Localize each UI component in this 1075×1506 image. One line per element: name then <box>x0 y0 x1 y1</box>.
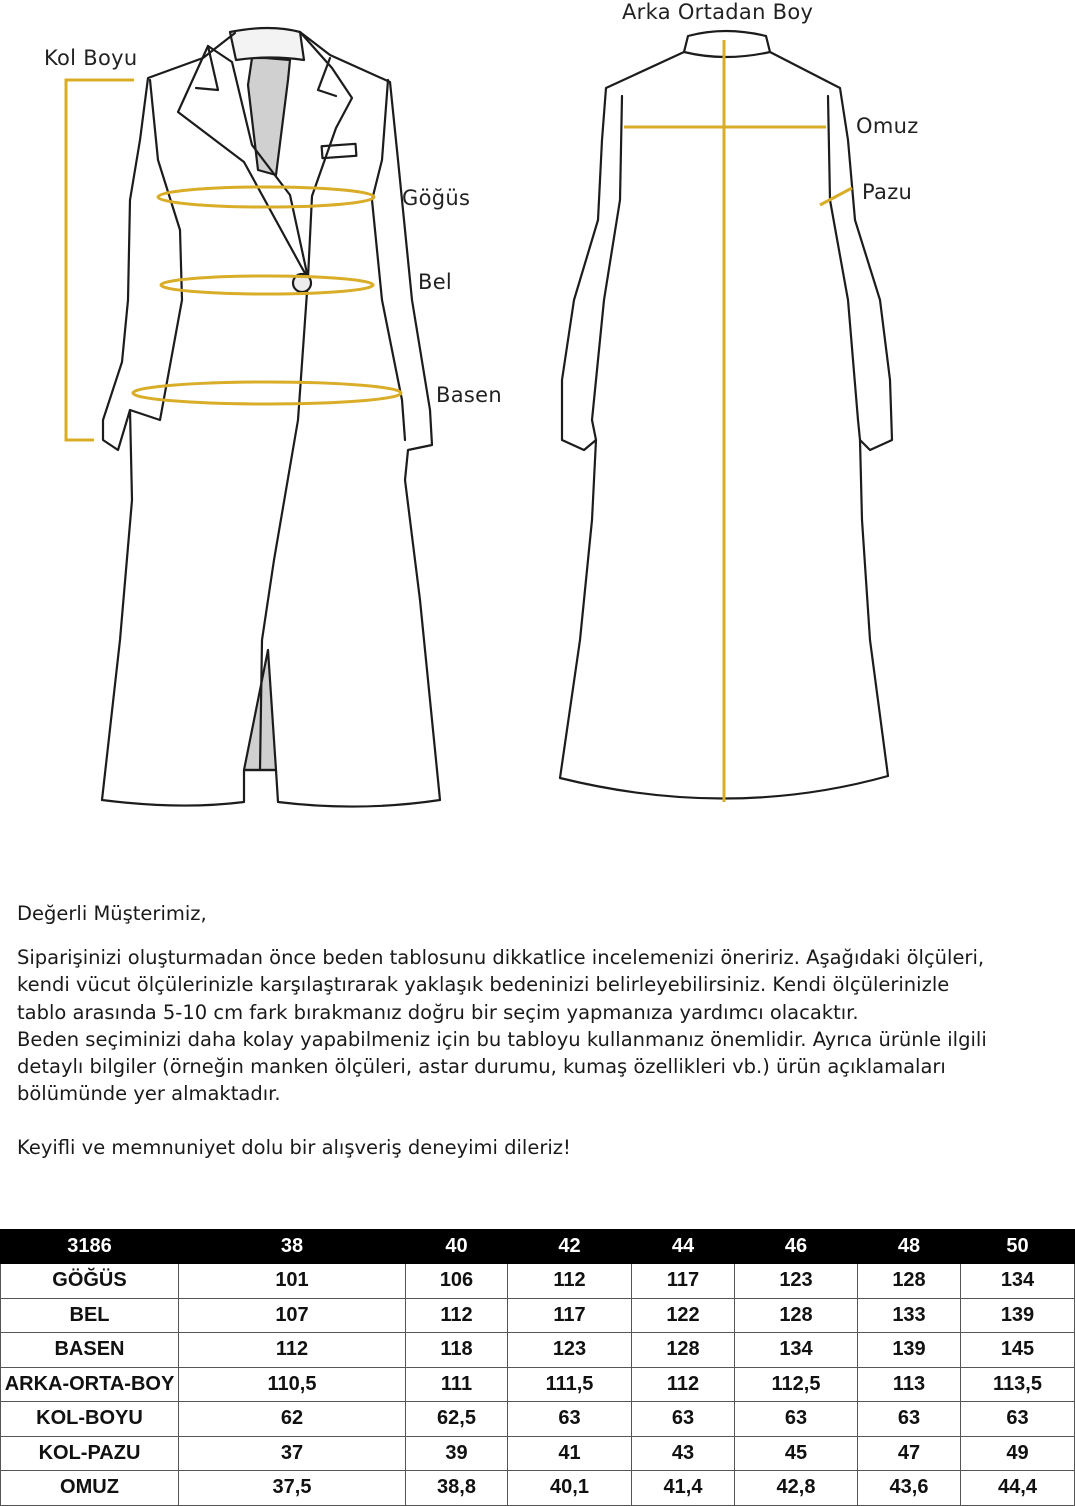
label-pazu: Pazu <box>862 180 913 204</box>
front-left-notch <box>196 46 218 90</box>
table-row <box>1 1471 1075 1506</box>
value-cell: 118 <box>406 1333 508 1368</box>
back-coat-outline <box>560 31 892 799</box>
back-right-sleeve-seam <box>828 96 860 440</box>
value-cell: 106 <box>406 1264 508 1299</box>
value-cell: 49 <box>961 1436 1075 1471</box>
value-cell: 42,8 <box>735 1471 858 1506</box>
header-cell: 40 <box>406 1230 508 1264</box>
customer-message <box>17 900 1002 1162</box>
message-paragraph-1: Siparişinizi oluşturmadan önce beden tablosunu dikkatlice incelemenizi öneririz. Aşağıdaki ölçüleri, kendi vücut ölçülerinizle karşılaştırarak yaklaşık bedeninizi belirleyebilirsiniz. Kendi ölçülerinizle tablo arasında 5-10 cm fark bırakmanız doğru bir seçim yapmanıza yardımcı olacaktır. <box>17 946 985 1024</box>
value-cell: 123 <box>508 1333 632 1368</box>
value-cell: 139 <box>961 1298 1075 1333</box>
label-bel: Bel <box>418 270 453 294</box>
table-body <box>1 1264 1075 1506</box>
value-cell: 101 <box>179 1264 406 1299</box>
header-cell: 38 <box>179 1230 406 1264</box>
front-lining-neck <box>248 58 290 175</box>
header-cell: 3186 <box>1 1230 179 1264</box>
value-cell: 112 <box>632 1367 735 1402</box>
pazu-line <box>820 188 852 205</box>
label-basen: Basen <box>436 383 502 407</box>
value-cell: 128 <box>735 1298 858 1333</box>
value-cell: 37 <box>179 1436 406 1471</box>
message-greeting: Değerli Müşterimiz, <box>17 902 207 925</box>
value-cell: 44,4 <box>961 1471 1075 1506</box>
size-table <box>0 1229 1075 1506</box>
front-collar-stand <box>230 28 304 60</box>
value-cell: 41,4 <box>632 1471 735 1506</box>
value-cell: 123 <box>735 1264 858 1299</box>
row-label-cell: BASEN <box>1 1333 179 1368</box>
label-arka-ortadan-boy: Arka Ortadan Boy <box>622 0 814 24</box>
value-cell: 112 <box>406 1298 508 1333</box>
row-label-cell: KOL-PAZU <box>1 1436 179 1471</box>
header-cell: 44 <box>632 1230 735 1264</box>
value-cell: 117 <box>508 1298 632 1333</box>
row-label-cell: BEL <box>1 1298 179 1333</box>
table-row <box>1 1264 1075 1299</box>
header-cell: 42 <box>508 1230 632 1264</box>
label-omuz: Omuz <box>856 114 919 138</box>
value-cell: 122 <box>632 1298 735 1333</box>
table-row <box>1 1402 1075 1437</box>
value-cell: 145 <box>961 1333 1075 1368</box>
value-cell: 41 <box>508 1436 632 1471</box>
value-cell: 38,8 <box>406 1471 508 1506</box>
value-cell: 112 <box>508 1264 632 1299</box>
value-cell: 37,5 <box>179 1471 406 1506</box>
value-cell: 134 <box>735 1333 858 1368</box>
value-cell: 43,6 <box>858 1471 961 1506</box>
message-paragraph-2: Beden seçiminizi daha kolay yapabilmeniz için bu tabloyu kullanmanız önemlidir. Ayrıca ürünle ilgili detaylı bilgiler (örneğin manken ölçüleri, astar durumu, kumaş özellikleri vb.) ürün açıklamaları bölümünde yer almaktadır. <box>17 1027 987 1106</box>
value-cell: 43 <box>632 1436 735 1471</box>
value-cell: 40,1 <box>508 1471 632 1506</box>
bel-ring <box>161 276 373 294</box>
message-paragraph-3: Keyifli ve memnuniyet dolu bir alışveriş deneyimi dileriz! <box>17 1136 571 1160</box>
front-right-notch <box>318 58 336 96</box>
row-label-cell: OMUZ <box>1 1471 179 1506</box>
value-cell: 112 <box>179 1333 406 1368</box>
kol-boyu-bracket <box>66 80 134 440</box>
value-cell: 63 <box>508 1402 632 1437</box>
table-row <box>1 1298 1075 1333</box>
value-cell: 63 <box>961 1402 1075 1437</box>
back-left-sleeve-seam <box>592 96 622 440</box>
label-gogus: Göğüs <box>402 186 471 210</box>
value-cell: 112,5 <box>735 1367 858 1402</box>
row-label-cell: GÖĞÜS <box>1 1264 179 1299</box>
value-cell: 113,5 <box>961 1367 1075 1402</box>
table-header-row <box>1 1230 1075 1264</box>
header-cell: 46 <box>735 1230 858 1264</box>
value-cell: 107 <box>179 1298 406 1333</box>
value-cell: 62 <box>179 1402 406 1437</box>
value-cell: 128 <box>858 1264 961 1299</box>
value-cell: 128 <box>632 1333 735 1368</box>
value-cell: 63 <box>632 1402 735 1437</box>
value-cell: 134 <box>961 1264 1075 1299</box>
label-kol-boyu: Kol Boyu <box>44 46 138 70</box>
value-cell: 111,5 <box>508 1367 632 1402</box>
value-cell: 63 <box>735 1402 858 1437</box>
value-cell: 111 <box>406 1367 508 1402</box>
value-cell: 139 <box>858 1333 961 1368</box>
value-cell: 117 <box>632 1264 735 1299</box>
value-cell: 62,5 <box>406 1402 508 1437</box>
back-collar <box>684 52 770 57</box>
row-label-cell: ARKA-ORTA-BOY <box>1 1367 179 1402</box>
value-cell: 45 <box>735 1436 858 1471</box>
value-cell: 47 <box>858 1436 961 1471</box>
basen-ring <box>133 382 401 404</box>
value-cell: 110,5 <box>179 1367 406 1402</box>
row-label-cell: KOL-BOYU <box>1 1402 179 1437</box>
header-cell: 50 <box>961 1230 1075 1264</box>
header-cell: 48 <box>858 1230 961 1264</box>
table-row <box>1 1367 1075 1402</box>
value-cell: 39 <box>406 1436 508 1471</box>
value-cell: 63 <box>858 1402 961 1437</box>
table-row <box>1 1333 1075 1368</box>
value-cell: 133 <box>858 1298 961 1333</box>
value-cell: 113 <box>858 1367 961 1402</box>
table-row <box>1 1436 1075 1471</box>
front-left-sleeve-seam <box>130 80 182 420</box>
